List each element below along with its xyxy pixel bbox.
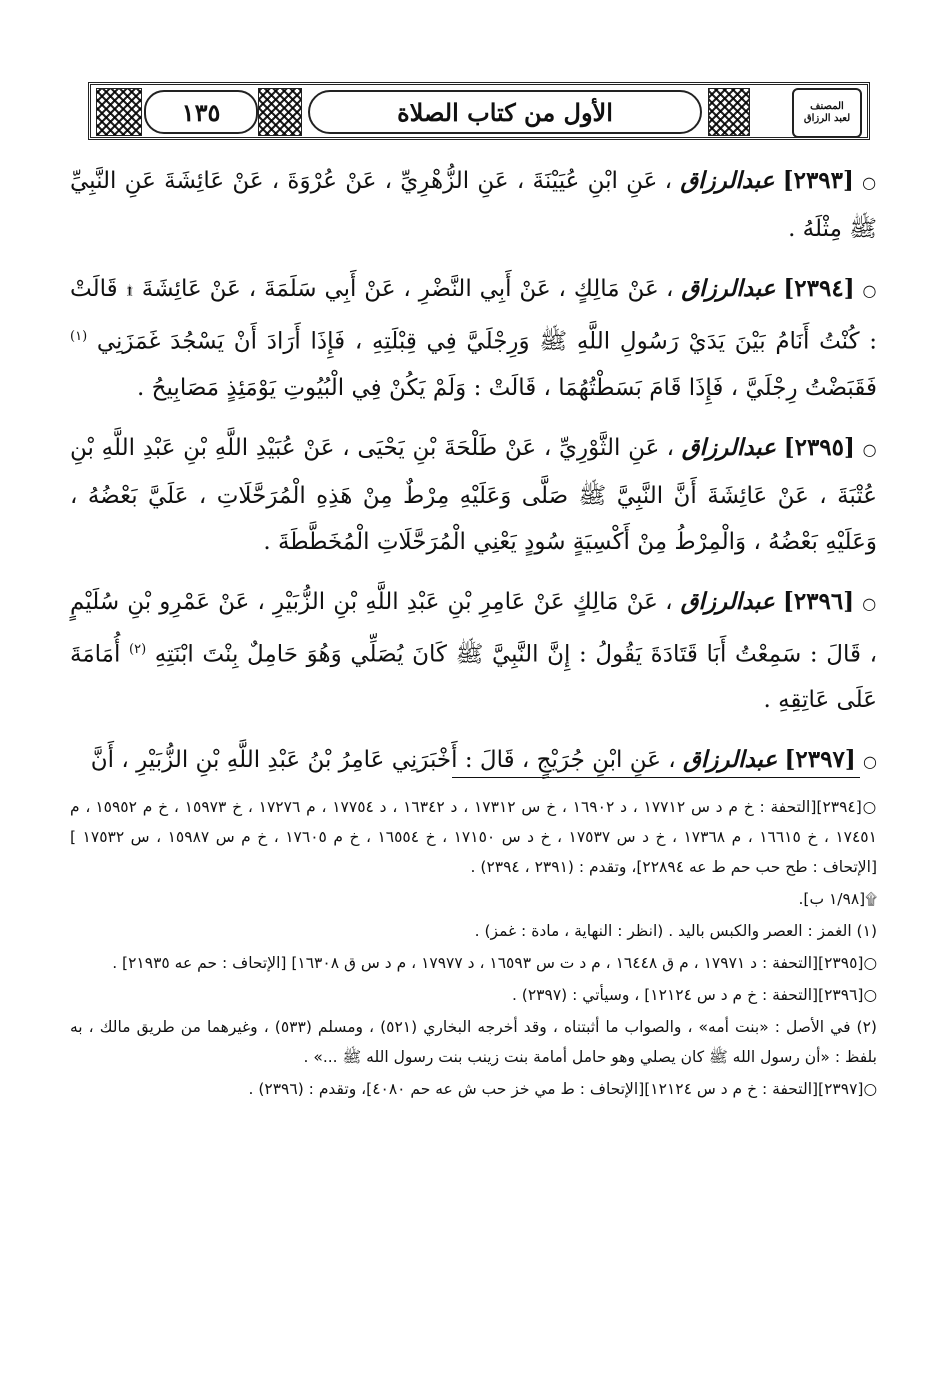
ornament-right-inner — [708, 88, 750, 136]
note-2394: ○[٢٣٩٤][التحفة : خ م د س ١٧٧١٢ ، د ١٦٩٠٢ ، خ س ١٧٣١٢ ، د ١٦٣٤٢ ، د ١٧٧٥٤ ، م ١٧٢٧٦ ، خ ١٥٩٧٣ ، خ م ١٥٩٥٢ ، م ١٧٤٥١ ، خ ١٦٦١٥ ، م ١٧٣٦٨ ، خ د س ١٧٥٣٧ ، خ د س ١٧١٥٠ ، خ ١٦٥٥٤ ، خ م ١٧٦٠٥ ، خ م س ١٥٩٨٧ ، س ١٧٥٣٢ ][الإتحاف : طح حب حم ط عه ٢٢٨٩٤]، وتقدم : (٢٣٩١ ، ٢٣٩٤) . — [70, 798, 878, 876]
page-number: ١٣٥ — [181, 97, 221, 127]
hadith-2396 — [70, 579, 877, 724]
footnote-2: (٢) في الأصل : «بنت أمه» ، والصواب ما أثبتناه ، وقد أخرجه البخاري (٥٢١) ، ومسلم (٥٣٣) ، وغيرهما من طريق مالك ، به بلفظ : «أن رسول الله ﷺ كان يصلي وهو حامل أمامة بنت زينب بنت رسول الله ﷺ ...» . — [70, 1018, 877, 1066]
hadith-text: ، عَنْ مَالِكٍ عَنْ عَامِرِ بْنِ عَبْدِ اللَّهِ بْنِ الزُّبَيْرِ ، عَنْ عَمْرِو بْنِ سُلَيْمٍ ، قَالَ : سَمِعْتُ أَبَا قَتَادَةَ يَقُولُ : إِنَّ النَّبِيَّ ﷺ كَانَ يُصَلِّي وَهُوَ حَامِلٌ بِنْتَ ابْنَتِهِ — [70, 588, 878, 668]
hadith-marker-icon: ○ — [862, 173, 877, 192]
note-2397: ○[٢٣٩٧][التحفة : خ م د س ١٢١٢٤][الإتحاف : ط مي خز حب ش عه حم ٤٠٨٠]، وتقدم : (٢٣٩٦) . — [248, 1080, 877, 1098]
hadith-text: ، عَنِ الثَّوْرِيِّ ، عَنْ طَلْحَةَ بْنِ يَحْيَى ، عَنْ عُبَيْدِ اللَّهِ بْنِ عَبْدِ اللَّهِ بْنِ عُتْبَةَ ، عَنْ عَائِشَةَ أَنَّ النَّبِيَّ ﷺ صَلَّى وَعَلَيْهِ مِرْطٌ مِنْ هَذِهِ الْمُرَحَّلَاتِ ، عَلَيَّ بَعْضُهُ ، وَعَلَيْهِ بَعْضُهُ ، وَالْمِرْطُ مِنْ أَكْسِيَةٍ سُودٍ يَعْنِي الْمُرَحَّلَاتِ الْمُخَطَّطَةَ . — [70, 434, 877, 555]
footnote-separator — [452, 777, 860, 778]
footnote-mark: (٢) — [129, 641, 147, 657]
hadith-2397 — [70, 737, 877, 785]
note-manuscript-folio: ۩[١/٩٨ ب]. — [798, 890, 877, 908]
hadith-number: [٢٣٩٥] — [783, 433, 855, 461]
hadith-number: [٢٣٩٧] — [784, 746, 856, 774]
note-2395: ○[٢٣٩٥][التحفة : د ١٧٩٧١ ، م ق ١٦٤٤٨ ، م د ت س ١٦٥٩٣ ، د ١٧٩٧٧ ، م د س ق ١٦٣٠٨] [الإتحاف : حم عه ٢١٩٣٥] . — [112, 954, 877, 972]
title-cartouche — [308, 90, 702, 134]
main-text — [70, 158, 877, 799]
hadith-number: [٢٣٩٦] — [782, 587, 855, 615]
logo-line-1: المصنف — [810, 101, 844, 112]
hadith-number: [٢٣٩٤] — [783, 275, 855, 302]
ornament-left — [96, 88, 142, 136]
author-name: عبدالرزاق — [681, 275, 776, 302]
hadith-number: [٢٣٩٣] — [782, 167, 854, 194]
book-logo — [792, 88, 862, 138]
hadith-text-cont: فَقَبَضْتُ رِجْلَيَّ ، فَإِذَا قَامَ بَسَطْتُهُمَا ، قَالَتْ : وَلَمْ يَكُنْ فِي الْبُيُوتِ يَوْمَئِذٍ مَصَابِيحُ . — [137, 374, 877, 401]
footnote-1: (١) الغمز : العصر والكبس باليد . (انظر : النهاية ، مادة : غمز) . — [474, 922, 877, 940]
hadith-marker-icon: ○ — [862, 439, 878, 459]
author-name: عبدالرزاق — [680, 167, 775, 194]
chapter-title: الأول من كتاب الصلاة — [397, 97, 613, 127]
hadith-text-cont: أُمَامَةَ عَلَى عَاتِقِهِ . — [70, 641, 877, 714]
ornament-left-inner — [258, 88, 302, 136]
page-header — [88, 82, 870, 140]
hadith-2393 — [70, 158, 877, 252]
note-2396: ○[٢٣٩٦][التحفة : خ م د س ١٢١٢٤] ، وسيأتي : (٢٣٩٧) . — [511, 986, 877, 1004]
hadith-marker-icon: ○ — [862, 281, 878, 300]
hadith-marker-icon: ○ — [862, 593, 878, 613]
author-name: عبدالرزاق — [683, 746, 778, 774]
footnote-mark: (١) — [70, 329, 88, 344]
footnotes — [70, 792, 877, 1106]
hadith-text: ، عَنِ ابْنِ عُيَيْنَةَ ، عَنِ الزُّهْرِيِّ ، عَنْ عُرْوَةَ ، عَنْ عَائِشَةَ عَنِ النَّبِيِّ ﷺ مِثْلَهُ . — [70, 168, 877, 242]
author-name: عبدالرزاق — [681, 433, 776, 461]
hadith-marker-icon: ○ — [863, 752, 877, 772]
author-name: عبدالرزاق — [680, 587, 775, 615]
hadith-2395 — [70, 425, 877, 565]
hadith-text: ، عَنِ ابْنِ جُرَيْجٍ ، قَالَ : أَخْبَرَنِي عَامِرُ بْنُ عَبْدِ اللَّهِ بْنِ الزُّبَيْرِ ، أَنَّ — [90, 747, 676, 774]
logo-line-2: لعبد الرزاق — [803, 113, 851, 124]
page-number-box — [144, 90, 258, 134]
hadith-2394 — [70, 266, 877, 411]
hadith-text: ، عَنْ مَالِكٍ ، عَنْ أَبِي النَّضْرِ ، عَنْ أَبِي سَلَمَةَ ، عَنْ عَائِشَةَ ۩ قَالَتْ : كُنْتُ أَنَامُ بَيْنَ يَدَيْ رَسُولِ اللَّهِ ﷺ وَرِجْلَيَّ فِي قِبْلَتِهِ ، فَإِذَا أَرَادَ أَنْ يَسْجُدَ غَمَزَنِي — [70, 276, 878, 355]
